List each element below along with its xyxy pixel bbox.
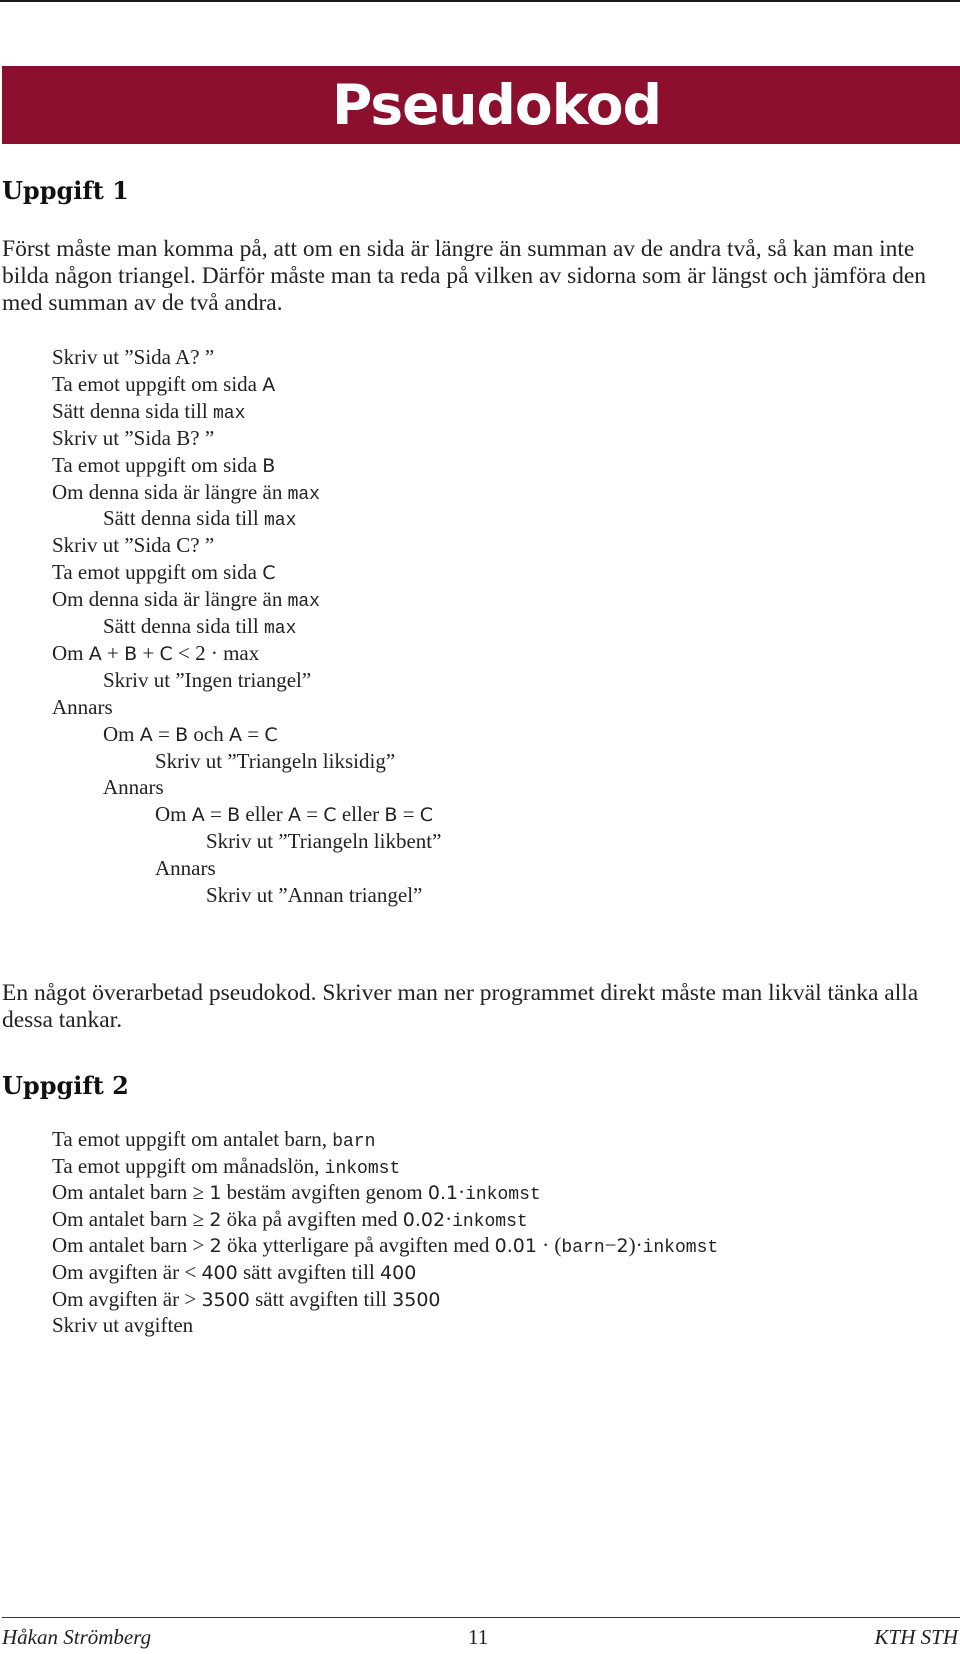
pseudocode-1-line <box>206 828 441 855</box>
pseudocode-1-line <box>52 640 259 668</box>
math-token: A <box>262 373 276 396</box>
pseudocode-2-line <box>52 1259 416 1287</box>
line-text: öka på avgiften med <box>221 1206 403 1231</box>
line-text: Ta emot uppgift om antalet barn, <box>52 1127 333 1151</box>
line-text: = <box>204 802 228 827</box>
math-token: 400 <box>380 1262 417 1284</box>
pseudocode-1-line <box>52 479 320 509</box>
pseudocode-1-line <box>52 344 214 371</box>
math-token: 0.1 <box>427 1182 459 1205</box>
line-text: Annars <box>103 775 164 800</box>
math-token: 3500 <box>392 1288 441 1311</box>
pseudocode-2-line <box>52 1206 528 1236</box>
math-token: 2 <box>209 1235 222 1258</box>
pseudocode-1-line <box>155 748 395 775</box>
pseudocode-2-line <box>52 1286 441 1314</box>
code-token: max <box>287 592 320 613</box>
math-token: 2 <box>616 1235 629 1258</box>
line-text: Sätt denna sida till <box>103 506 264 531</box>
pseudocode-1-line <box>155 801 433 829</box>
pseudocode-1-line <box>103 613 296 643</box>
line-text: Skriv ut ”Triangeln liksidig” <box>155 748 396 773</box>
line-text: · <box>458 1180 466 1205</box>
pseudocode-2-line <box>52 1312 193 1339</box>
line-text: Om denna sida är längre än <box>52 479 288 504</box>
line-text: Skriv ut ”Triangeln likbent” <box>206 829 442 854</box>
pseudocode-2-line <box>52 1126 375 1156</box>
line-text: bestäm avgiften genom <box>221 1180 428 1205</box>
math-token: 0.02 <box>402 1208 446 1231</box>
top-rule <box>0 0 960 2</box>
line-text: Ta emot uppgift om sida <box>52 371 263 396</box>
pseudocode-1-line <box>52 694 113 721</box>
section-1-heading: Uppgift 1 <box>2 176 129 205</box>
math-token: 0.01 <box>494 1235 537 1258</box>
code-token: inkomst <box>465 1185 541 1206</box>
pseudocode-1-line <box>103 774 164 801</box>
line-text: Skriv ut ”Ingen triangel” <box>103 667 312 692</box>
math-token: C <box>159 642 173 665</box>
pseudocode-1-line <box>155 855 216 882</box>
math-token: B <box>262 454 276 477</box>
line-text: Skriv ut ”Sida B? ” <box>52 425 215 450</box>
line-text: + <box>101 640 125 665</box>
line-text: Om <box>52 640 89 665</box>
code-token: max <box>212 403 246 424</box>
line-text: < 2 · max <box>172 640 260 665</box>
math-token: A <box>88 642 102 665</box>
pseudocode-2-line <box>52 1232 718 1262</box>
page-title: Pseudokod <box>332 73 661 137</box>
math-token: B <box>124 642 138 665</box>
code-token: inkomst <box>452 1211 528 1232</box>
line-text: − <box>604 1233 617 1258</box>
math-token: B <box>227 804 241 827</box>
code-token: barn <box>561 1238 605 1259</box>
math-token: 1 <box>209 1182 222 1205</box>
line-text: eller <box>240 802 288 827</box>
line-text: Om antalet barn ≥ <box>52 1180 210 1205</box>
line-text: = <box>397 802 420 827</box>
line-text: Sätt denna sida till <box>103 614 264 638</box>
line-text: Skriv ut ”Annan triangel” <box>206 883 423 907</box>
line-text: eller <box>336 802 385 827</box>
line-text: sätt avgiften till <box>237 1260 381 1284</box>
line-text: Om avgiften är < <box>52 1260 202 1284</box>
section-1-intro: Först måste man komma på, att om en sida är längre än summan av de andra två, så kan man inte bilda någon triangel. Därför måste man ta reda på vilken av sidorna som är längst och jämföra den med summan av de två andra. <box>2 236 927 316</box>
pseudocode-1-line <box>52 532 214 559</box>
math-token: C <box>262 562 276 585</box>
pseudocode-2-line <box>52 1179 541 1209</box>
line-text: Om antalet barn ≥ <box>52 1206 210 1231</box>
line-text: = <box>300 802 324 827</box>
math-token: B <box>384 804 398 827</box>
pseudocode-1-line <box>103 667 311 694</box>
section-2-heading: Uppgift 2 <box>2 1071 129 1100</box>
pseudocode-1-line <box>52 586 320 616</box>
math-token: A <box>287 804 301 827</box>
math-token: 2 <box>209 1208 222 1231</box>
footer-page-number: 11 <box>468 1625 489 1649</box>
line-text: Om avgiften är > <box>52 1286 202 1311</box>
pseudocode-1-line <box>103 721 278 749</box>
math-token: A <box>228 723 242 746</box>
pseudocode-1-line <box>206 882 422 909</box>
line-text: Skriv ut avgiften <box>52 1313 194 1338</box>
line-text: Ta emot uppgift om sida <box>52 452 263 477</box>
footer-author: Håkan Strömberg <box>2 1625 152 1649</box>
line-text: Sätt denna sida till <box>52 398 213 423</box>
line-text: Ta emot uppgift om sida <box>52 560 263 585</box>
line-text: Skriv ut ”Sida A? ” <box>52 345 215 369</box>
line-text: Om <box>103 721 140 746</box>
section-1-outro: En något överarbetad pseudokod. Skriver man ner programmet direkt måste man likväl tänka alla dessa tankar. <box>2 980 919 1033</box>
pseudocode-1-line <box>103 505 296 535</box>
code-token: max <box>263 619 297 639</box>
code-token: max <box>287 484 320 505</box>
pseudocode-1-line <box>52 398 245 428</box>
line-text: Om denna sida är längre än <box>52 587 288 612</box>
math-token: C <box>264 723 278 746</box>
line-text: öka ytterligare på avgiften med <box>221 1233 495 1258</box>
line-text: Skriv ut ”Sida C? ” <box>52 533 215 558</box>
line-text: Om antalet barn > <box>52 1233 210 1258</box>
math-token: C <box>419 804 434 827</box>
line-text: sätt avgiften till <box>249 1286 393 1311</box>
line-text: Annars <box>52 694 113 719</box>
code-token: inkomst <box>642 1238 719 1259</box>
line-text: Annars <box>155 856 216 881</box>
line-text: Om <box>155 802 192 827</box>
line-text: och <box>188 721 229 746</box>
math-token: C <box>323 804 337 827</box>
pseudocode-1-line <box>52 559 276 587</box>
line-text: = <box>241 721 265 746</box>
pseudocode-1-line <box>52 425 214 452</box>
math-token: 400 <box>201 1262 238 1284</box>
line-text: )· <box>628 1233 643 1258</box>
code-token: max <box>263 511 297 532</box>
code-token: inkomst <box>324 1158 401 1179</box>
line-text: = <box>152 721 176 746</box>
footer-organization: KTH STH <box>874 1625 958 1649</box>
pseudocode-1-line <box>52 452 275 480</box>
footer-rule <box>2 1617 960 1618</box>
line-text: · ( <box>536 1233 562 1258</box>
line-text: · <box>445 1206 453 1231</box>
line-text: + <box>137 640 160 665</box>
pseudocode-1-line <box>52 371 275 399</box>
math-token: A <box>139 723 153 746</box>
math-token: 3500 <box>201 1288 250 1311</box>
pseudocode-2-line <box>52 1153 400 1183</box>
math-token: B <box>175 723 189 746</box>
line-text: Ta emot uppgift om månadslön, <box>52 1153 325 1178</box>
math-token: A <box>191 804 205 827</box>
code-token: barn <box>332 1132 376 1152</box>
